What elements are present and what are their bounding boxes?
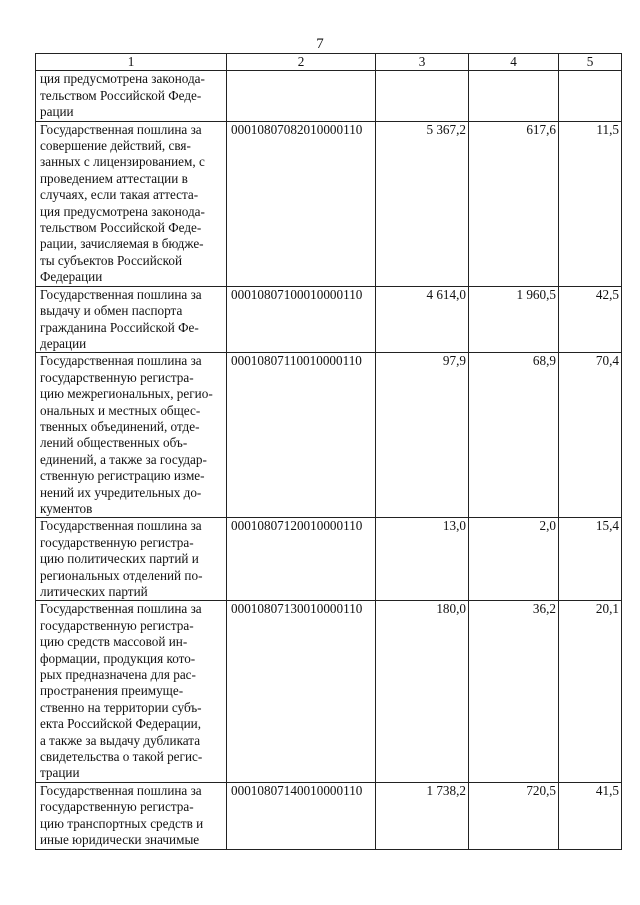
text-line: ты субъектов Российской	[40, 252, 183, 268]
empty-cell	[469, 71, 559, 121]
empty-cell	[227, 71, 376, 121]
text-line: формации, продукция кото-	[40, 650, 196, 666]
text-line: екта Российской Федерации,	[40, 716, 202, 732]
text-line: свидетельства о такой регис-	[40, 749, 203, 765]
value-cell-col5: 15,4	[559, 518, 622, 601]
column-header: 2	[227, 54, 376, 71]
value-cell-col3: 1 738,2	[376, 782, 469, 849]
value-cell-col3: 4 614,0	[376, 286, 469, 353]
text-line: иные юридически значимые	[40, 832, 200, 848]
text-line: цию политических партий и	[40, 551, 199, 567]
budget-code-cell: 00010807082010000110	[227, 121, 376, 286]
column-header: 1	[36, 54, 227, 71]
page-number: 7	[316, 36, 324, 52]
text-line: Государственная пошлина за	[40, 121, 202, 137]
column-header: 5	[559, 54, 622, 71]
text-line: твенных объединений, отде-	[40, 418, 200, 434]
text-line: Государственная пошлина за	[40, 286, 202, 302]
budget-code-cell: 00010807100010000110	[227, 286, 376, 353]
text-line: лений общественных объ-	[40, 435, 188, 451]
row-name-cell	[36, 286, 227, 353]
table-row-continuation	[36, 71, 622, 121]
value-cell-col3: 180,0	[376, 601, 469, 782]
text-line: занных с лицензированием, с	[40, 154, 205, 170]
row-name-cell	[36, 782, 227, 849]
text-line: государственную регистра-	[40, 799, 194, 815]
text-line: выдачу и обмен паспорта	[40, 303, 183, 319]
value-cell-col4: 1 960,5	[469, 286, 559, 353]
text-line: цию транспортных средств и	[40, 815, 204, 831]
text-line: Федерации	[40, 269, 103, 285]
value-cell-col3: 5 367,2	[376, 121, 469, 286]
text-line: проведением аттестации в	[40, 170, 188, 186]
text-line: нений их учредительных до-	[40, 484, 202, 500]
empty-cell	[376, 71, 469, 121]
text-line: ция предусмотрена законода-	[40, 203, 205, 219]
text-line: дерации	[40, 335, 87, 351]
row-name-cell	[36, 601, 227, 782]
text-line: Государственная пошлина за	[40, 518, 202, 534]
row-name-cell	[36, 121, 227, 286]
budget-code-cell: 00010807130010000110	[227, 601, 376, 782]
text-line: тельством Российской Феде-	[40, 220, 202, 236]
text-line: пространения преимуще-	[40, 683, 184, 699]
value-cell-col5: 20,1	[559, 601, 622, 782]
table-row	[36, 518, 622, 601]
value-cell-col4: 617,6	[469, 121, 559, 286]
value-cell-col4: 2,0	[469, 518, 559, 601]
table-row	[36, 353, 622, 518]
text-line: ственную регистрацию изме-	[40, 468, 205, 484]
text-line: случаях, если такая аттеста-	[40, 187, 199, 203]
text-line: ция предусмотрена законода-	[40, 71, 205, 87]
budget-code-cell: 00010807120010000110	[227, 518, 376, 601]
text-line: цию средств массовой ин-	[40, 634, 188, 650]
text-line: Государственная пошлина за	[40, 782, 202, 798]
text-line: государственную регистра-	[40, 617, 194, 633]
table-row	[36, 121, 622, 286]
value-cell-col3: 13,0	[376, 518, 469, 601]
value-cell-col5: 41,5	[559, 782, 622, 849]
column-header: 3	[376, 54, 469, 71]
value-cell-col4: 68,9	[469, 353, 559, 518]
column-header: 4	[469, 54, 559, 71]
row-name-cell	[36, 71, 227, 121]
value-cell-col4: 36,2	[469, 601, 559, 782]
budget-code-cell: 00010807110010000110	[227, 353, 376, 518]
header-row	[36, 54, 622, 71]
value-cell-col3: 97,9	[376, 353, 469, 518]
revenue-table	[35, 53, 622, 850]
text-line: государственную регистра-	[40, 369, 194, 385]
row-name-cell	[36, 353, 227, 518]
text-line: кументов	[40, 500, 93, 516]
value-cell-col5: 42,5	[559, 286, 622, 353]
text-line: Государственная пошлина за	[40, 601, 202, 617]
table-row	[36, 782, 622, 849]
row-name-cell	[36, 518, 227, 601]
text-line: рации, зачисляемая в бюдже-	[40, 236, 204, 252]
value-cell-col5: 70,4	[559, 353, 622, 518]
text-line: совершение действий, свя-	[40, 138, 191, 154]
text-line: ональных и местных общес-	[40, 402, 201, 418]
text-line: тельством Российской Феде-	[40, 87, 202, 103]
text-line: гражданина Российской Фе-	[40, 319, 199, 335]
value-cell-col4: 720,5	[469, 782, 559, 849]
text-line: а также за выдачу дубликата	[40, 732, 201, 748]
table-row	[36, 286, 622, 353]
text-line: Государственная пошлина за	[40, 353, 202, 369]
empty-cell	[559, 71, 622, 121]
text-line: региональных отделений по-	[40, 567, 203, 583]
text-line: единений, а также за государ-	[40, 451, 207, 467]
value-cell-col5: 11,5	[559, 121, 622, 286]
budget-code-cell: 00010807140010000110	[227, 782, 376, 849]
text-line: ственно на территории субъ-	[40, 699, 202, 715]
text-line: трации	[40, 765, 80, 781]
text-line: рых предназначена для рас-	[40, 667, 196, 683]
text-line: рации	[40, 104, 74, 120]
text-line: цию межрегиональных, регио-	[40, 386, 213, 402]
text-line: литических партий	[40, 584, 148, 599]
table-row	[36, 601, 622, 782]
text-line: государственную регистра-	[40, 534, 194, 550]
